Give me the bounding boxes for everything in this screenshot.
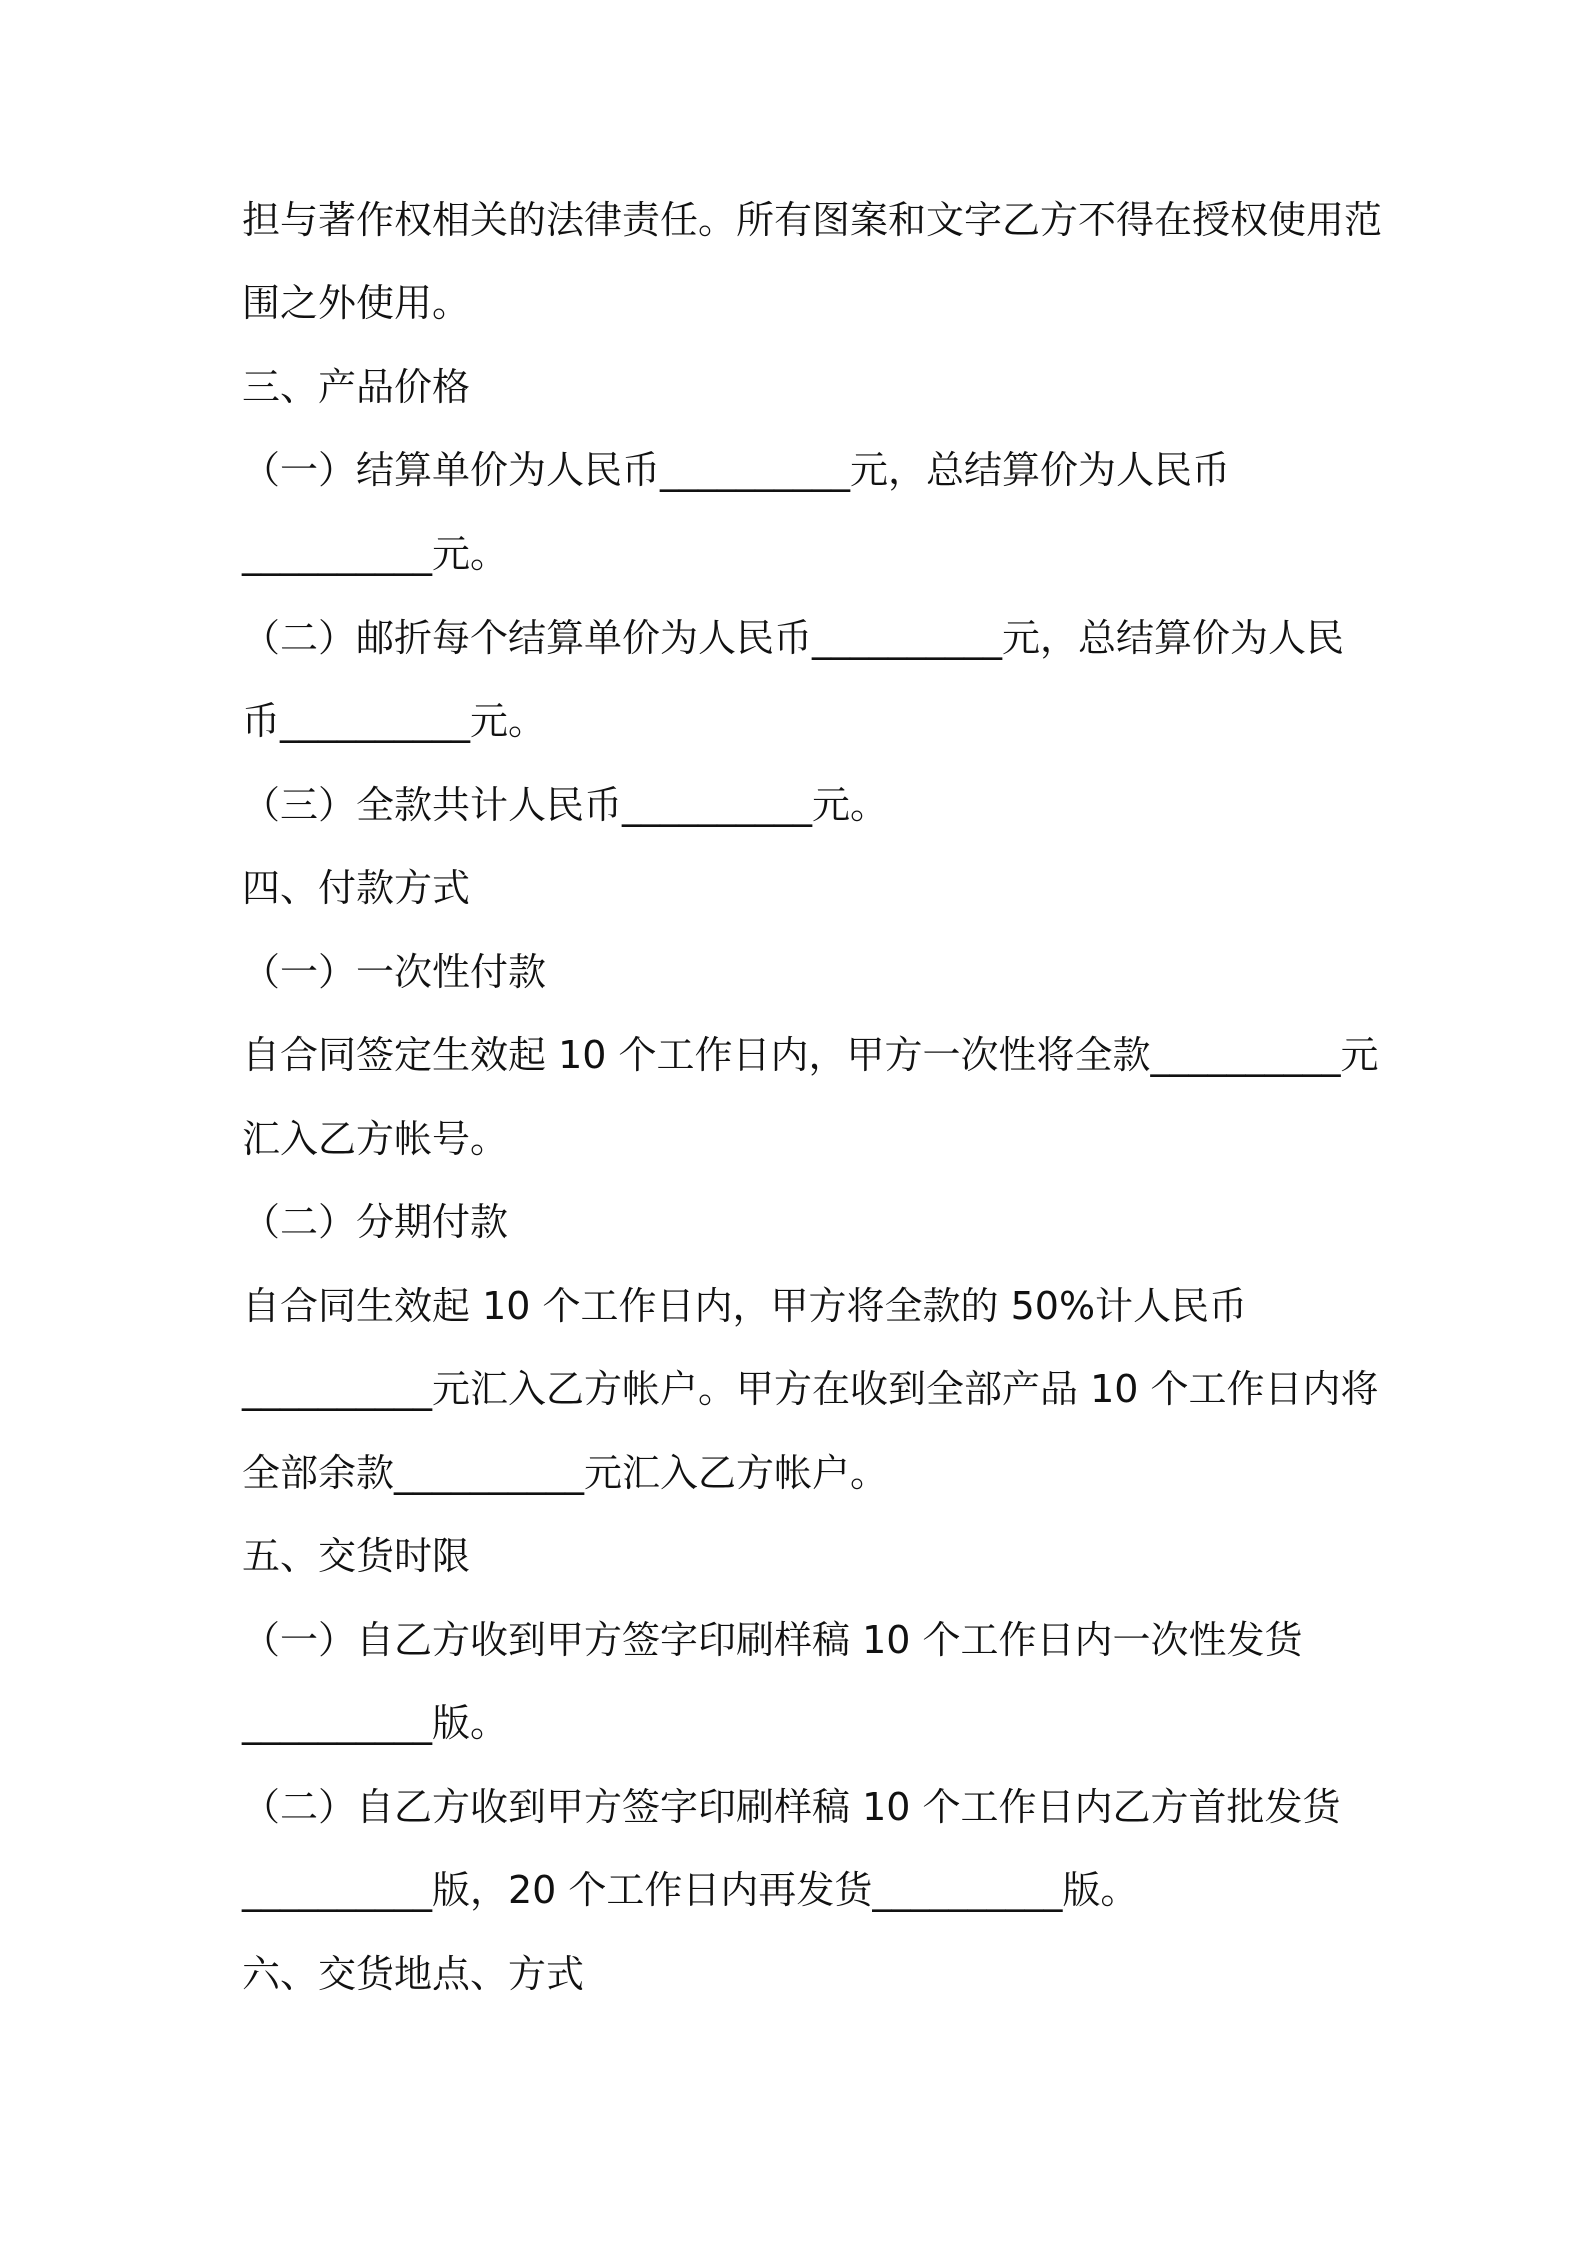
section-heading-pricing: 三、产品价格 bbox=[242, 365, 471, 409]
paragraph-line: 自合同生效起 10 个工作日内，甲方将全款的 50%计人民币 bbox=[242, 1284, 1248, 1328]
paragraph-line: 自合同签定生效起 10 个工作日内，甲方一次性将全款__________元 bbox=[242, 1033, 1379, 1077]
paragraph-line: __________版，20 个工作日内再发货__________版。 bbox=[242, 1868, 1139, 1912]
paragraph-line: （一）结算单价为人民币__________元，总结算价为人民币 bbox=[242, 448, 1231, 492]
paragraph-line: 汇入乙方帐号。 bbox=[242, 1117, 509, 1161]
paragraph-line: 全部余款__________元汇入乙方帐户。 bbox=[242, 1451, 889, 1495]
subsection-heading: （二）分期付款 bbox=[242, 1200, 509, 1244]
subsection-heading: （一）一次性付款 bbox=[242, 950, 547, 994]
paragraph-line: （二）邮折每个结算单价为人民币__________元，总结算价为人民 bbox=[242, 616, 1345, 660]
section-heading-delivery-time: 五、交货时限 bbox=[242, 1534, 471, 1578]
paragraph-line: 担与著作权相关的法律责任。所有图案和文字乙方不得在授权使用范 bbox=[242, 198, 1383, 242]
paragraph-line: __________版。 bbox=[242, 1701, 509, 1745]
paragraph-line: __________元汇入乙方帐户。甲方在收到全部产品 10 个工作日内将 bbox=[242, 1367, 1379, 1411]
paragraph-line: （一）自乙方收到甲方签字印刷样稿 10 个工作日内一次性发货 bbox=[242, 1618, 1303, 1662]
paragraph-line: 围之外使用。 bbox=[242, 281, 471, 325]
paragraph-line: （三）全款共计人民币__________元。 bbox=[242, 783, 889, 827]
paragraph-line: __________元。 bbox=[242, 532, 509, 576]
section-heading-payment: 四、付款方式 bbox=[242, 866, 471, 910]
paragraph-line: 币__________元。 bbox=[242, 699, 547, 743]
section-heading-delivery-place: 六、交货地点、方式 bbox=[242, 1952, 585, 1996]
paragraph-line: （二）自乙方收到甲方签字印刷样稿 10 个工作日内乙方首批发货 bbox=[242, 1785, 1341, 1829]
